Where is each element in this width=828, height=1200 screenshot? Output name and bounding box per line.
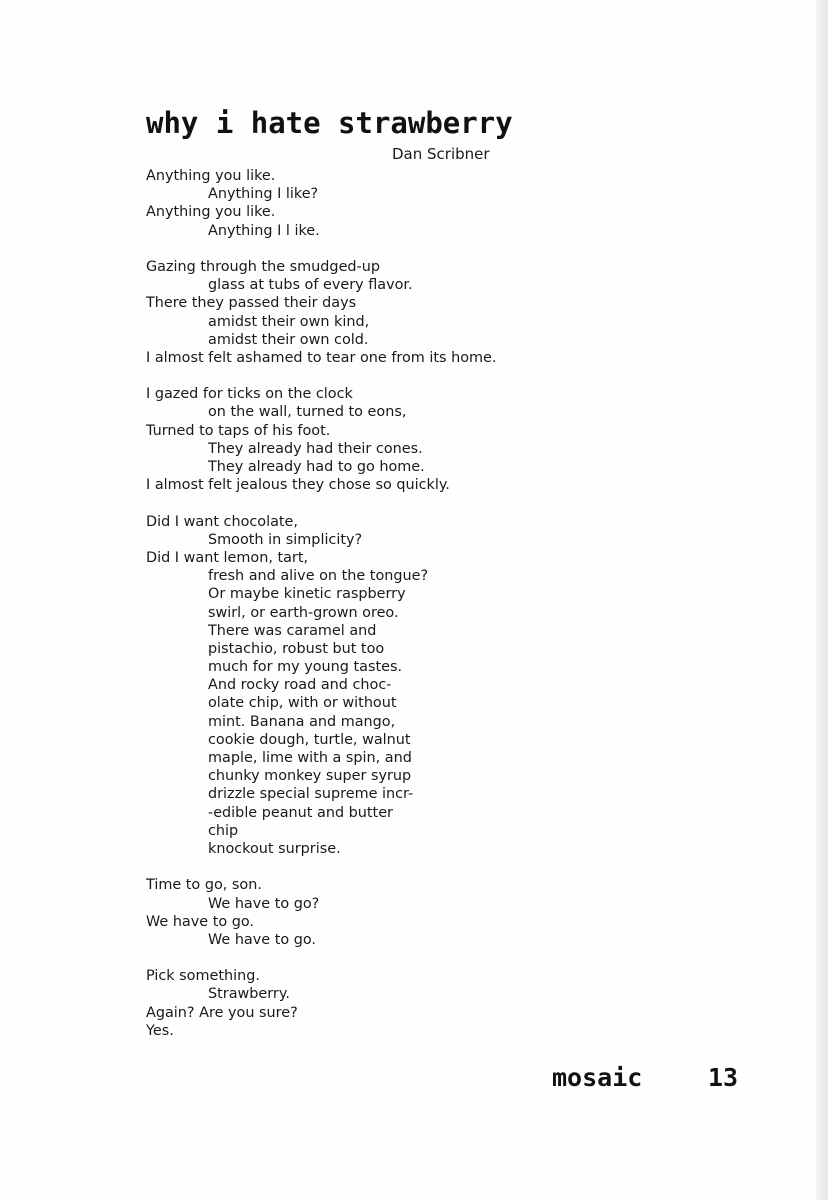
poem-line: olate chip, with or without xyxy=(208,695,397,712)
poem-line: chip xyxy=(208,822,239,839)
poem-stanza xyxy=(146,513,586,859)
poem-line: We have to go. xyxy=(146,913,254,930)
poem-line: We have to go? xyxy=(208,895,320,912)
page-number: 13 xyxy=(708,1063,739,1092)
poem-line: Did I want lemon, tart, xyxy=(146,549,309,566)
poem-line: They already had their cones. xyxy=(208,440,423,457)
poem-line: cookie dough, turtle, walnut xyxy=(208,731,411,748)
poem-line: Anything you like. xyxy=(146,168,276,184)
poem-line: fresh and alive on the tongue? xyxy=(208,568,429,585)
poem-line: I gazed for ticks on the clock xyxy=(146,386,353,403)
poem-line: They already had to go home. xyxy=(208,459,425,475)
poem-stanza xyxy=(146,967,586,1040)
poem-line: Anything I like? xyxy=(208,186,319,203)
poem-line: Turned to taps of his foot. xyxy=(146,422,331,439)
poem-line: Pick something. xyxy=(146,968,260,985)
poem-line: much for my young tastes. xyxy=(208,659,403,676)
poem-line: drizzle special supreme incr- xyxy=(208,786,414,803)
poem-line: Or maybe kinetic raspberry xyxy=(208,586,406,603)
poem-line: knockout surprise. xyxy=(208,840,341,857)
poem-line: I almost felt jealous they chose so quickly. xyxy=(146,477,450,494)
poem-stanza xyxy=(146,258,586,367)
poem-line: amidst their own cold. xyxy=(208,331,369,348)
poem-line: And rocky road and choc- xyxy=(208,677,392,694)
poem-body xyxy=(146,167,586,1058)
poem-line: glass at tubs of every flavor. xyxy=(208,277,413,294)
poem-line: I almost felt ashamed to tear one from its home. xyxy=(146,349,497,366)
poem-author: Dan Scribner xyxy=(392,145,490,163)
poem-line: There was caramel and xyxy=(208,622,377,639)
poem-line: Time to go, son. xyxy=(146,877,262,894)
magazine-name: mosaic xyxy=(552,1063,643,1092)
poem-line: Did I want chocolate, xyxy=(146,513,298,530)
poem-line: Anything I l ike. xyxy=(208,222,320,239)
poem-line: maple, lime with a spin, and xyxy=(208,750,412,766)
poem-line: Again? Are you sure? xyxy=(146,1004,298,1021)
poem-line: Yes. xyxy=(146,1022,174,1039)
poem-line: We have to go. xyxy=(208,931,316,948)
page-edge-shadow xyxy=(816,0,828,1200)
poem-line: Anything you like. xyxy=(146,204,276,221)
poem-line: amidst their own kind, xyxy=(208,313,370,330)
poem-stanza xyxy=(146,385,586,494)
poem-line: swirl, or earth-grown oreo. xyxy=(208,604,399,621)
poem-line: -edible peanut and butter xyxy=(208,804,393,821)
poem-line: Gazing through the smudged-up xyxy=(146,258,381,275)
poem-line: chunky monkey super syrup xyxy=(208,768,412,785)
poem-line: Smooth in simplicity? xyxy=(208,531,363,548)
poem-line: pistachio, robust but too xyxy=(208,640,385,657)
poem-line: mint. Banana and mango, xyxy=(208,713,396,730)
poem-stanza xyxy=(146,876,586,949)
poem-line: Strawberry. xyxy=(208,986,290,1003)
poem-line: There they passed their days xyxy=(146,295,357,312)
poem-line: on the wall, turned to eons, xyxy=(208,404,407,421)
poem-stanza xyxy=(146,167,586,240)
poem-title: why i hate strawberry xyxy=(146,106,513,140)
